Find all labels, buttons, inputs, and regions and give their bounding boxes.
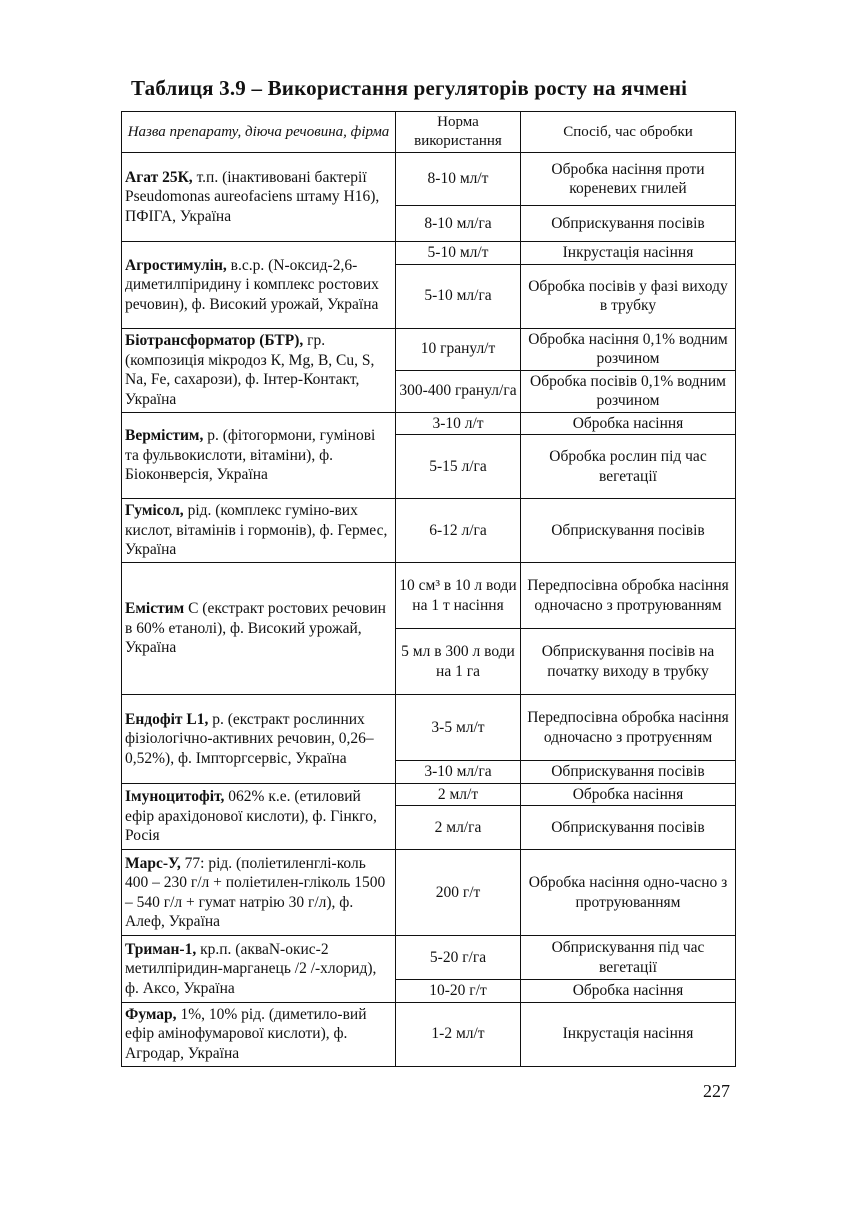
preparation-name: Марс-У,: [125, 854, 181, 872]
norm-cell: 2 мл/га: [396, 806, 521, 850]
header-norm: Норма використання: [396, 112, 521, 153]
preparation-name-cell: [122, 695, 396, 784]
norm-cell: 5-20 г/га: [396, 936, 521, 980]
method-cell: Обробка насіння 0,1% водним розчином: [521, 328, 736, 370]
norm-cell: 1-2 мл/т: [396, 1002, 521, 1066]
header-row: [122, 112, 736, 153]
norm-cell: 200 г/т: [396, 850, 521, 936]
page-number: 227: [703, 1081, 730, 1101]
method-cell: Обробка посівів 0,1% водним розчином: [521, 370, 736, 412]
method-cell: Обприскування посівів: [521, 499, 736, 563]
table-row: [122, 850, 736, 936]
method-cell: Обприскування посівів: [521, 806, 736, 850]
preparation-name-cell: [122, 328, 396, 412]
preparation-name-cell: [122, 850, 396, 936]
table-row: [122, 242, 736, 265]
method-cell: Інкрустація насіння: [521, 242, 736, 265]
norm-cell: 3-10 мл/га: [396, 761, 521, 784]
table-row: [122, 695, 736, 761]
norm-cell: 10-20 г/т: [396, 980, 521, 1003]
preparation-description: 77: рід. (поліетиленглі-коль 400 – 230 г/л + поліетилен-гліколь 1500 – 540 г/л + гумат натрію 30 г/л), ф. Алеф, Україна: [125, 854, 386, 930]
preparation-name-cell: [122, 783, 396, 850]
norm-cell: 3-5 мл/т: [396, 695, 521, 761]
norm-cell: 5-10 мл/т: [396, 242, 521, 265]
table-row: [122, 499, 736, 563]
method-cell: Передпосівна обробка насіння одночасно з протруєнням: [521, 695, 736, 761]
norm-cell: 3-10 л/т: [396, 412, 521, 435]
method-cell: Обробка рослин під час вегетації: [521, 435, 736, 499]
norm-cell: 6-12 л/га: [396, 499, 521, 563]
preparation-description: в.с.р. (N-оксид-2,6-диметилпіридину і комплекс ростових речовин), ф. Високий урожай, Україна: [125, 256, 379, 313]
preparation-name: Фумар,: [125, 1005, 177, 1023]
preparation-name-cell: [122, 412, 396, 499]
norm-cell: 8-10 мл/т: [396, 153, 521, 206]
preparation-name-cell: [122, 499, 396, 563]
table-row: [122, 783, 736, 806]
method-cell: Інкрустація насіння: [521, 1002, 736, 1066]
preparation-name: Імуноцитофіт,: [125, 788, 225, 805]
method-cell: Обробка посівів у фазі виходу в трубку: [521, 264, 736, 328]
method-cell: Обприскування посівів: [521, 206, 736, 242]
method-cell: Обприскування посівів: [521, 761, 736, 784]
header-name: Назва препарату, діюча речовина, фірма: [122, 112, 396, 153]
preparation-description: кр.п. (акваN-окис-2 метилпіридин-марганець /2 /-хлорид), ф. Аксо, Україна: [125, 940, 377, 997]
method-cell: Обробка насіння: [521, 783, 736, 806]
table-row: [122, 1002, 736, 1066]
preparation-name-cell: [122, 153, 396, 242]
preparation-name: Емістим: [125, 600, 185, 618]
header-method: Спосіб, час обробки: [521, 112, 736, 153]
norm-cell: 10 см³ в 10 л води на 1 т насіння: [396, 563, 521, 629]
table-row: [122, 563, 736, 629]
norm-cell: 10 гранул/т: [396, 328, 521, 370]
table-body: [122, 153, 736, 1067]
norm-cell: 2 мл/т: [396, 783, 521, 806]
regulators-table: [121, 111, 736, 1067]
method-cell: Обприскування посівів на початку виходу в трубку: [521, 629, 736, 695]
preparation-name-cell: [122, 242, 396, 329]
preparation-name: Вермістим,: [125, 427, 204, 444]
norm-cell: 300-400 гранул/га: [396, 370, 521, 412]
preparation-name: Гумісол,: [125, 502, 184, 520]
preparation-name: Агат 25К,: [125, 168, 193, 186]
norm-cell: 5-15 л/га: [396, 435, 521, 499]
preparation-name: Триман-1,: [125, 940, 197, 958]
norm-cell: 5 мл в 300 л води на 1 га: [396, 629, 521, 695]
method-cell: Передпосівна обробка насіння одночасно з протруюванням: [521, 563, 736, 629]
preparation-description: р. (екстракт рослинних фізіологічно-активних речовин, 0,26–0,52%), ф. Імпторгсервіс, Україна: [125, 710, 374, 767]
norm-cell: 5-10 мл/га: [396, 264, 521, 328]
table-row: [122, 153, 736, 206]
method-cell: Обробка насіння одно-часно з протруюванням: [521, 850, 736, 936]
method-cell: Обприскування під час вегетації: [521, 936, 736, 980]
method-cell: Обробка насіння: [521, 980, 736, 1003]
preparation-description: 062% к.е. (етиловий ефір арахідонової кислоти), ф. Гінкго, Росія: [125, 788, 377, 844]
preparation-description: т.п. (інактивовані бактерії Pseudomonas aureofaciens штаму Н16), ПФІГА, Україна: [125, 168, 380, 225]
preparation-description: 1%, 10% рід. (диметило-вий ефір амінофумарової кислоти), ф. Агродар, Україна: [125, 1005, 367, 1062]
norm-cell: 8-10 мл/га: [396, 206, 521, 242]
preparation-description: рід. (комплекс гуміно-вих кислот, вітамінів і гормонів), ф. Гермес, Україна: [125, 502, 388, 559]
preparation-name-cell: [122, 1002, 396, 1066]
preparation-name: Агростимулін,: [125, 256, 227, 274]
table-row: [122, 328, 736, 370]
table-row: [122, 936, 736, 980]
preparation-name: Біотрансформатор (БТР),: [125, 332, 304, 349]
preparation-name: Ендофіт L1,: [125, 710, 209, 728]
preparation-description: гр. (композиція мікродоз К, Mg, В, Cu, S, Na, Fe, сахарози), ф. Інтер-Контакт, Україна: [125, 332, 375, 408]
method-cell: Обробка насіння проти кореневих гнилей: [521, 153, 736, 206]
preparation-name-cell: [122, 563, 396, 695]
method-cell: Обробка насіння: [521, 412, 736, 435]
preparation-description: р. (фітогормони, гумінові та фульвокислоти, вітаміни), ф. Біоконверсія, Україна: [125, 427, 376, 483]
table-row: [122, 412, 736, 435]
table-title: Таблиця 3.9 – Використання регуляторів росту на ячмені: [131, 76, 688, 100]
preparation-name-cell: [122, 936, 396, 1003]
preparation-description: С (екстракт ростових речовин в 60% етанолі), ф. Високий урожай, Україна: [125, 600, 386, 657]
